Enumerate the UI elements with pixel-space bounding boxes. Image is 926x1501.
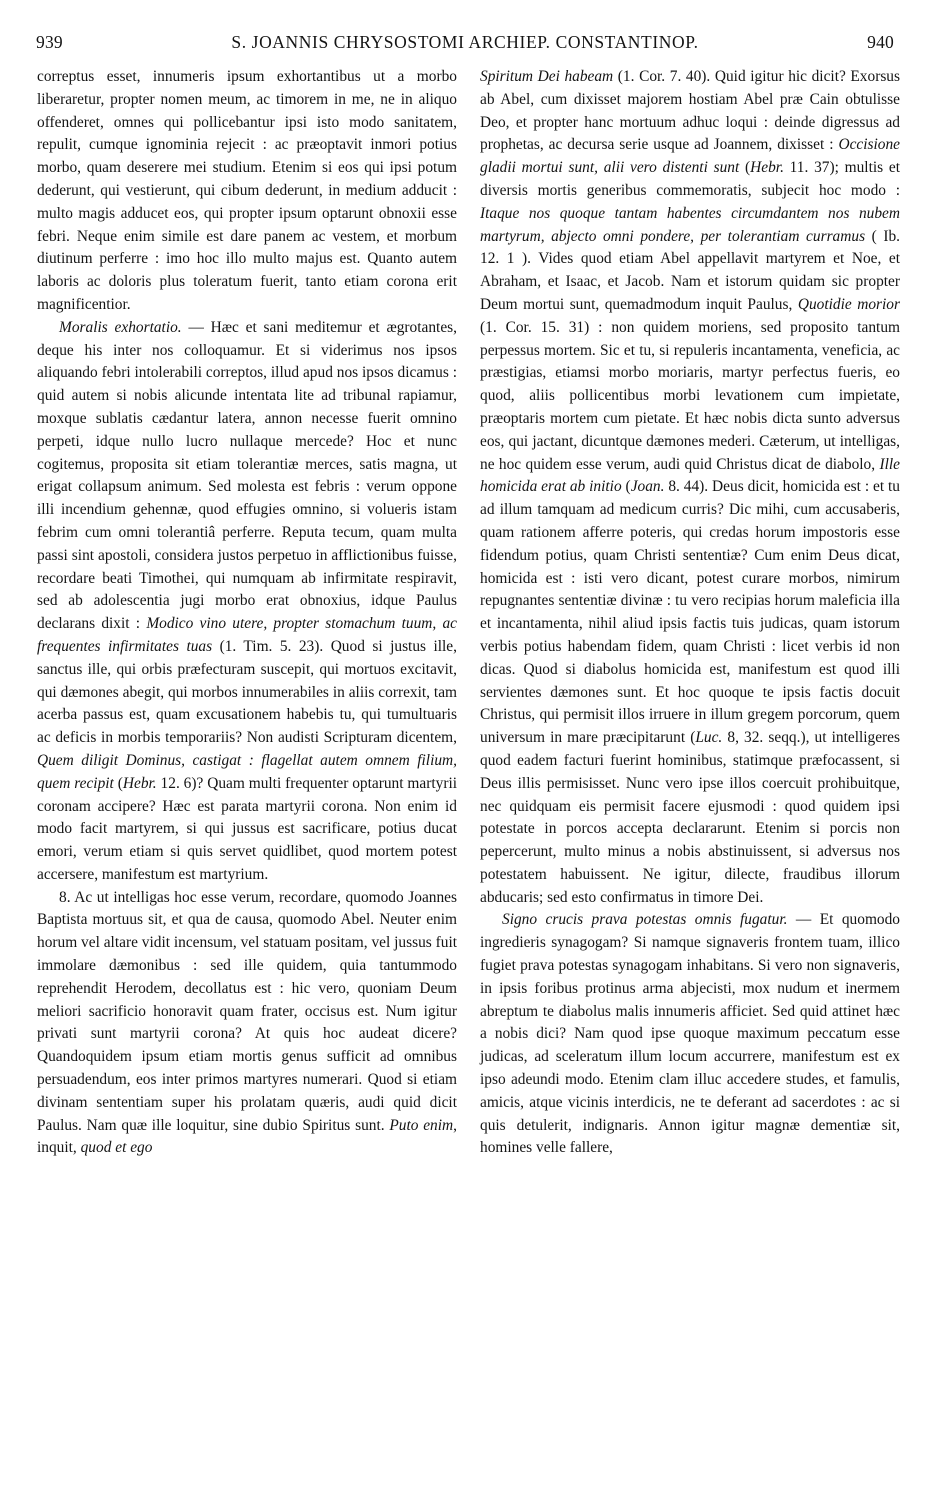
italic-text: Luc. [695, 729, 723, 747]
italic-text: quod et ego [80, 1139, 153, 1157]
body-text: (1. Tim. 5. 23). Quod si justus ille, sanctus ille, qui orbis præfecturam suscepit, qui mortuos excitavit, qui dæmones abegit, qui morbos innumerabiles in aliis correxit, tam acerba passus est, quam excusationem habebis tu, qui tumultuaris ac deficis in morbis temporariis? Non audisti Scripturam dicentem, [37, 637, 457, 747]
body-text: 8. Ac ut intelligas hoc esse verum, recordare, quomodo Joannes Baptista mortuus sit, et qua de causa, quomodo Abel. Neuter enim horum vel altare vidit incensum, vel statuam positam, vel jussus fuit immolare dæmonibus : sed ille quidem, quia tantummodo reprehendit Herodem, decollatus est : hic vero, quoniam Deum meliori sacrificio honoravit quam frater, occisus est. Num igitur privati sunt martyrii corona? At quis hoc audeat dicere? Quandoquidem ipsum etiam mortis genus sufficit ad omnibus persuadendum, eos inter primos martyres numerari. Quod si etiam divinam sententiam super his prolatam quæris, audi quid dicit Paulus. Nam quæ ille loquitur, sine dubio Spiritus sunt. [37, 888, 457, 1134]
body-text: — Hæc et sani meditemur et ægrotantes, deque his inter nos colloquamur. Et si viderimus nos ipsos aliquando febri intolerabili correptos, illud apud nos ipsos dicamus : quid autem si nobis alicunde intentata lite ad tribunal rapiamur, moxque sublatis cædantur latera, annon necesse fuerit omnino perpeti, idque nullo lucro nullaque mercede? Hoc et nunc cogitemus, proposita sit etiam tolerantiæ merces, satis magna, ut erigat collapsum animum. Sed molesta est febris : verum oppone illi incendium gehennæ, quod effugies omnino, si volueris istam febrim cum omni tolerantiâ perferre. Reputa tecum, quam multa passi sint apostoli, considera justos perpetuo in afflictionibus fuisse, recordare beati Timothei, qui numquam ab infirmitate respiravit, sed ab adolescentia jugi morbo erat obnoxius, idque Paulus declarans dixit : [37, 318, 458, 633]
running-header [36, 32, 894, 58]
italic-text: Joan. [630, 478, 665, 496]
left-paragraph-1 [37, 317, 457, 887]
body-text: ( [113, 774, 123, 792]
right-text-column [480, 66, 900, 1160]
body-text: (1. Cor. 7. 40). Quid igitur hic dicit? Exorsus ab Abel, cum dixisset majorem hostiam Abel præ Cain obtulisse Deo, et propter hanc mortuum adhuc loqui : deinde digressus ad prophetas, ac decursa serie usque ad Joannem, dixisset : [480, 68, 900, 154]
page-number-left: 939 [36, 32, 63, 52]
body-text: — Et quomodo ingredieris synagogam? Si namque signaveris frontem tuam, illico fugiet prava potestas synagogam inhabitans. Si vero non signaveris, in ipsis foribus protinus arma abjecisti, mox nudum et inermem abreptum te diabolus malis innumeris afficiet. Sed quid attinet hæc a nobis dici? Nam quod ipse quoque maximum peccatum esse judicas, ad sceleratum illum locum accurrere, manifestum est ex ipso adeundi modo. Etenim clam illuc accedere studes, et famulis, amicis, atque vicinis interdicis, ne te deferant ad sacerdotes : ac si quis detulerit, indignaris. Annon igitur magnæ dementiæ sit, homines velle fallere, [480, 911, 900, 1157]
right-paragraph-0 [480, 66, 900, 909]
left-text-column [37, 66, 457, 1160]
body-text: 11. 37); multis et diversis mortis generibus commemoratis, subjecit hoc modo : [480, 159, 900, 199]
italic-text: Spiritum Dei habeam [480, 68, 614, 85]
body-text: ( [739, 159, 751, 177]
left-paragraph-0 [37, 66, 457, 317]
italic-text: Hebr. [750, 159, 784, 177]
body-text: 8. 44). Deus dicit, homicida est : et tu ad illum tamquam ad medicum curris? Dic mihi, cum accusaberis, quam rationem afferre poteris, qui credas horum impostoris esse fidendum potius, quam Christi sententiæ? Cum enim Deus dicat, homicida est : isti vero dicant, potest curare morbos, nimirum repugnantes sententiæ divinæ : tu vero recipias horum maleficia illa et incantamenta, nihil aliud ipsis factis tuis judicas, quam istorum verbis potius habendam fidem, quam Christi : licet verbis id non dicas. Quod si diabolus homicida est, manifestum est quod illi servientes dæmones sunt. Et hoc quoque te ipsis factis docuit Christus, qui permisit illos irruere in illum gregem porcorum, quem universum in mare præcipitarunt ( [480, 478, 900, 747]
body-text: correptus esset, innumeris ipsum exhortantibus ut a morbo liberaretur, propter nomen meum, ac timorem in me, ne in aliquo offenderet, omnes qui pollicebantur ipsi isto modo sanitatem, repulit, cumque ignominia rejecit : ac præoptavit inmori potius morbo, quam deserere mei studium. Etenim si eos qui ipsi potum dederunt, qui vestierunt, qui cibum dederunt, in medium adducit : multo magis adducet eos, qui propter ipsum optarunt obnoxii esse febri. Neque enim simile est dare panem ac vestem, et morbum diutinum perferre : imo hoc illo multo majus est. Quanto autem laboris ac doloris plus toleratum fuerit, tanto etiam corona erit magnificentior. [37, 68, 457, 313]
body-text: 12. 6)? Quam multi frequenter optarunt martyrii coronam accipere? Hæc est parata martyrii corona. Non enim id modo facit martyrem, si qui jussus est sacrificare, potius ducat emori, verum etiam si quis servet quidlibet, quod mortem potest accersere, manifestum est martyrium. [37, 774, 457, 883]
italic-text: Moralis exhortatio. [59, 318, 182, 336]
body-text: ( Ib. 12. 1 ). Vides quod etiam Abel appellavit martyrem et Noe, et Abraham, et Isaac, et Jacob. Nam et istorum quidam sic propter Deum mortui sunt, quemadmodum inquit Paulus, [480, 227, 900, 313]
left-paragraph-2 [37, 887, 457, 1161]
italic-text: Quem diligit Dominus, castigat : flagellat autem omnem filium, quem recipit [37, 751, 457, 792]
running-title: S. JOANNIS CHRYSOSTOMI ARCHIEP. CONSTANTINOP. [231, 32, 699, 52]
body-text: 8, 32. seqq.), ut intelligeres quod eadem facturi fuerint hominibus, statimque præfocassent, si Deus illis permisisset. Nunc vero ipse illos coercuit prohibuitque, nec quidquam eis permisit facere ejusmodi : quod quidem ipsi potestate in porcos accepta declararunt. Etenim si porcis non pepercerunt, multo minus a nobis abstinuissent, si adversus nos potestatem habuissent. Ne igitur, dilecte, fraudibus illorum abducaris; sed esto confirmatus in timore Dei. [480, 729, 900, 906]
italic-text: Modico vino utere, propter stomachum tuum, ac frequentes infirmitates tuas [37, 615, 457, 655]
page-number-right: 940 [867, 32, 894, 52]
italic-text: Quotidie morior [797, 295, 900, 313]
italic-text: Itaque nos quoque tantam habentes circumdantem nos nubem martyrum, abjecto omni pondere, per tolerantiam curramus [480, 204, 900, 245]
right-paragraph-1 [480, 909, 900, 1160]
italic-text: Puto enim [389, 1116, 454, 1134]
body-text: , inquit, [37, 1116, 457, 1157]
body-text: (1. Cor. 15. 31) : non quidem moriens, sed proposito tantum perpessus mortem. Sic et tu, si repuleris incantamenta, veneficia, ac præstigias, etiamsi morbo moriaris, martyr perfectus fueris, eo quod, aliis pollicentibus morbi levationem cum impietate, præoptaris mortem cum pietate. Et hæc nobis dicta sunto adversus eos, qui jactant, dicuntque dæmones mederi. Cæterum, ut intelligas, ne hoc quidem esse verum, audi quid Christus dicat de diabolo, [480, 318, 900, 473]
italic-text: Occisione gladii mortui sunt, alii vero distenti sunt [480, 136, 900, 177]
body-text: ( [621, 478, 631, 496]
italic-text: Ille homicida erat ab initio [480, 455, 900, 496]
italic-text: Signo crucis prava potestas omnis fugatur. [502, 911, 788, 929]
italic-text: Hebr. [122, 774, 157, 792]
